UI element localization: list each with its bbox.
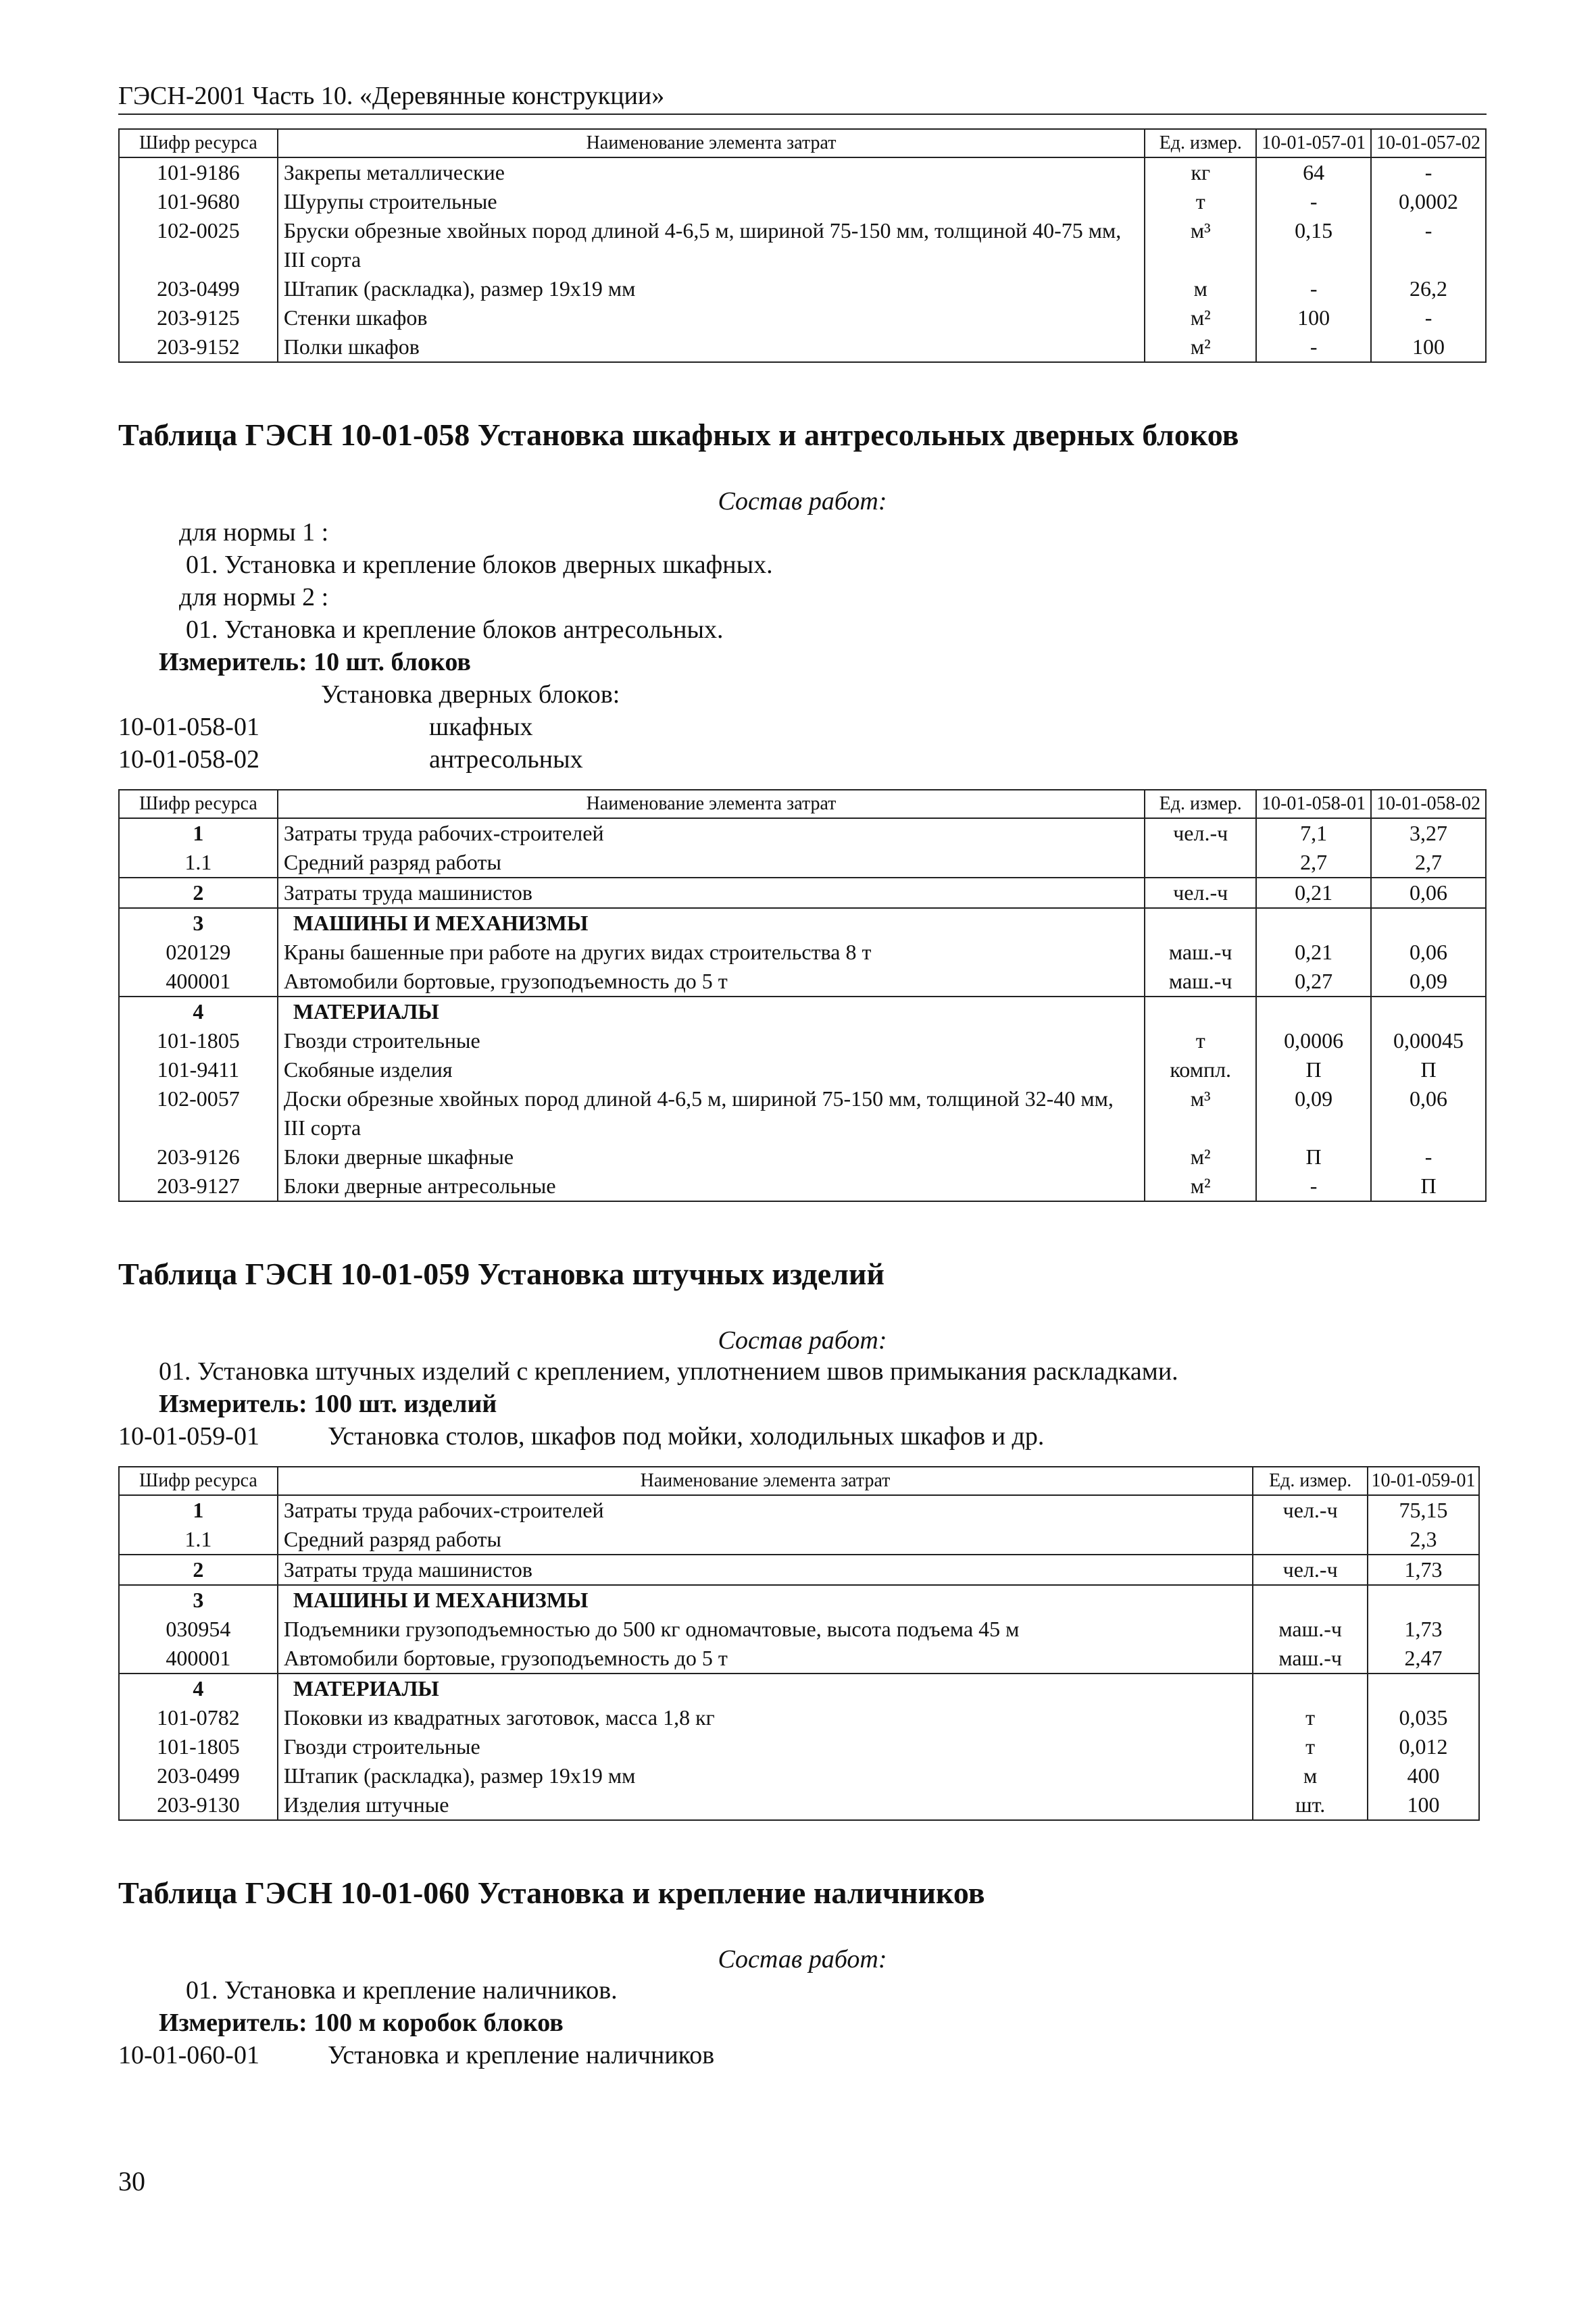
cell-unit: м² <box>1145 1142 1256 1172</box>
cell-value: 3,27 <box>1371 818 1486 848</box>
col-header: Шифр ресурса <box>119 129 278 157</box>
norm-line <box>118 1420 1487 1453</box>
measure-unit: Измеритель: 10 шт. блоков <box>159 648 471 676</box>
cell-name: Закрепы металлические <box>278 157 1145 187</box>
cell-unit: м <box>1253 1761 1368 1790</box>
cell-value: 400 <box>1368 1761 1479 1790</box>
table-row <box>119 1055 1486 1084</box>
cell-value: П <box>1256 1055 1371 1084</box>
cell-value: 0,0006 <box>1256 1026 1371 1055</box>
cell-value: 2,47 <box>1368 1644 1479 1674</box>
cell-value: 0,06 <box>1371 938 1486 967</box>
cell-value: 0,27 <box>1256 967 1371 997</box>
table-row <box>119 1555 1479 1585</box>
cell-name: Подъемники грузоподъемностью до 500 кг одномачтовые, высота подъема 45 м <box>278 1615 1253 1644</box>
cell-value: 64 <box>1256 157 1371 187</box>
table-row <box>119 818 1486 848</box>
norm-code: 10-01-058-01 <box>118 713 259 741</box>
col-header: 10-01-058-01 <box>1256 790 1371 818</box>
cell-value: П <box>1371 1172 1486 1201</box>
cell-code: 101-9411 <box>119 1055 278 1084</box>
table-row <box>119 1585 1479 1615</box>
cell-name: Затраты труда машинистов <box>278 878 1145 908</box>
norm-code: 10-01-060-01 <box>118 2041 259 2069</box>
cell-name: Средний разряд работы <box>278 1525 1253 1555</box>
table-row <box>119 1790 1479 1820</box>
col-header: 10-01-057-02 <box>1371 129 1486 157</box>
cell-code: 203-9152 <box>119 332 278 362</box>
table-row <box>119 1615 1479 1644</box>
cell-code: 030954 <box>119 1615 278 1644</box>
cell-unit: м² <box>1145 332 1256 362</box>
cell-unit: компл. <box>1145 1055 1256 1084</box>
cell-name: Доски обрезные хвойных пород длиной 4-6,5 м, шириной 75-150 мм, толщиной 32-40 мм, III сорта <box>278 1084 1145 1142</box>
cell-unit <box>1145 848 1256 878</box>
table-row <box>119 1495 1479 1525</box>
norm-text: Установка и крепление наличников <box>328 2041 715 2069</box>
cell-name: Затраты труда рабочих-строителей <box>278 1495 1253 1525</box>
cell-code: 1 <box>119 1495 278 1525</box>
table-row <box>119 1026 1486 1055</box>
cell-value: 0,06 <box>1371 1084 1486 1142</box>
table-row <box>119 332 1486 362</box>
cell-value: 0,035 <box>1368 1703 1479 1732</box>
measure-unit: Измеритель: 100 шт. изделий <box>159 1390 497 1418</box>
table-row <box>119 997 1486 1026</box>
table-row <box>119 1732 1479 1761</box>
table-row <box>119 1084 1486 1142</box>
cell-unit: чел.-ч <box>1145 878 1256 908</box>
cell-name: Стенки шкафов <box>278 303 1145 332</box>
cell-code: 101-1805 <box>119 1026 278 1055</box>
cell-value <box>1368 1585 1479 1615</box>
norm-code: 10-01-059-01 <box>118 1422 259 1451</box>
composition-label: Состав работ: <box>718 1326 887 1355</box>
cell-value: 0,21 <box>1256 878 1371 908</box>
cell-value: 2,7 <box>1256 848 1371 878</box>
norm-code: 10-01-058-02 <box>118 745 259 774</box>
col-header: 10-01-057-01 <box>1256 129 1371 157</box>
norm-subtitle: Установка дверных блоков: <box>321 680 620 709</box>
section-title-059: Таблица ГЭСН 10-01-059 Установка штучных изделий <box>118 1257 885 1291</box>
cell-code: 102-0057 <box>119 1084 278 1142</box>
cell-unit: м³ <box>1145 1084 1256 1142</box>
cell-value: - <box>1371 303 1486 332</box>
cell-value: 75,15 <box>1368 1495 1479 1525</box>
cell-name: Изделия штучные <box>278 1790 1253 1820</box>
composition-line: 01. Установка штучных изделий с креплением, уплотнением швов примыкания раскладками. <box>159 1357 1178 1386</box>
cell-name: Автомобили бортовые, грузоподъемность до 5 т <box>278 1644 1253 1674</box>
composition-label: Состав работ: <box>718 487 887 515</box>
cell-code: 101-0782 <box>119 1703 278 1732</box>
cell-code: 101-9186 <box>119 157 278 187</box>
composition-line: для нормы 1 : <box>179 518 329 547</box>
cell-value: П <box>1371 1055 1486 1084</box>
cell-code: 1 <box>119 818 278 848</box>
norm-text: шкафных <box>429 713 533 741</box>
running-header: ГЭСН-2001 Часть 10. «Деревянные конструкции» <box>118 81 1487 115</box>
cell-unit: м <box>1145 274 1256 303</box>
table-row <box>119 187 1486 216</box>
cell-name: Затраты труда машинистов <box>278 1555 1253 1585</box>
cell-code: 203-9126 <box>119 1142 278 1172</box>
composition-line: 01. Установка и крепление наличников. <box>186 1976 618 2005</box>
cell-name: Гвозди строительные <box>278 1732 1253 1761</box>
cell-unit: чел.-ч <box>1253 1495 1368 1525</box>
composition-line: 01. Установка и крепление блоков дверных шкафных. <box>186 551 773 579</box>
col-header: Ед. измер. <box>1145 790 1256 818</box>
cell-value: 0,0002 <box>1371 187 1486 216</box>
norm-text: антресольных <box>429 745 583 774</box>
cell-unit: чел.-ч <box>1145 818 1256 848</box>
cell-unit: маш.-ч <box>1253 1615 1368 1644</box>
norm-line <box>118 743 1487 776</box>
cell-code: 203-9130 <box>119 1790 278 1820</box>
cell-value: 100 <box>1256 303 1371 332</box>
col-header: Наименование элемента затрат <box>278 129 1145 157</box>
cell-value: - <box>1371 157 1486 187</box>
cell-unit: т <box>1253 1703 1368 1732</box>
cell-unit: т <box>1253 1732 1368 1761</box>
table-row <box>119 908 1486 938</box>
page-number: 30 <box>118 2166 145 2196</box>
cell-code: 4 <box>119 1674 278 1703</box>
cell-name: Гвозди строительные <box>278 1026 1145 1055</box>
cell-code: 102-0025 <box>119 216 278 274</box>
cell-value: - <box>1256 187 1371 216</box>
section-title-058: Таблица ГЭСН 10-01-058 Установка шкафных и антресольных дверных блоков <box>118 418 1239 452</box>
cell-value: 1,73 <box>1368 1615 1479 1644</box>
table-row <box>119 1644 1479 1674</box>
table-059 <box>118 1466 1480 1821</box>
cell-unit <box>1145 997 1256 1026</box>
norm-line <box>118 711 1487 743</box>
col-header: Шифр ресурса <box>119 1467 278 1495</box>
cell-name: Блоки дверные шкафные <box>278 1142 1145 1172</box>
cell-value: - <box>1256 1172 1371 1201</box>
cell-name: Средний разряд работы <box>278 848 1145 878</box>
cell-value <box>1371 997 1486 1026</box>
cell-value: 0,012 <box>1368 1732 1479 1761</box>
cell-value: - <box>1371 216 1486 274</box>
cell-code: 101-1805 <box>119 1732 278 1761</box>
table-row <box>119 1761 1479 1790</box>
table-058 <box>118 789 1487 1202</box>
composition-label: Состав работ: <box>718 1945 887 1973</box>
cell-code: 1.1 <box>119 848 278 878</box>
cell-code: 203-9127 <box>119 1172 278 1201</box>
cell-name: Шурупы строительные <box>278 187 1145 216</box>
cell-code: 020129 <box>119 938 278 967</box>
cell-name: МАТЕРИАЛЫ <box>278 1674 1253 1703</box>
cell-name: Блоки дверные антресольные <box>278 1172 1145 1201</box>
composition-line: для нормы 2 : <box>179 583 329 611</box>
table-row <box>119 274 1486 303</box>
cell-value: 0,06 <box>1371 878 1486 908</box>
cell-unit <box>1253 1674 1368 1703</box>
cell-value: 2,7 <box>1371 848 1486 878</box>
cell-value: 0,09 <box>1371 967 1486 997</box>
cell-value: - <box>1371 1142 1486 1172</box>
col-header: Ед. измер. <box>1253 1467 1368 1495</box>
cell-unit: кг <box>1145 157 1256 187</box>
cell-value: 100 <box>1368 1790 1479 1820</box>
cell-unit: т <box>1145 1026 1256 1055</box>
table-057 <box>118 128 1487 363</box>
cell-value: - <box>1256 332 1371 362</box>
table-row <box>119 303 1486 332</box>
cell-value <box>1256 908 1371 938</box>
cell-value: 0,21 <box>1256 938 1371 967</box>
cell-name: Автомобили бортовые, грузоподъемность до 5 т <box>278 967 1145 997</box>
table-row <box>119 1703 1479 1732</box>
table-row <box>119 1142 1486 1172</box>
cell-name: Скобяные изделия <box>278 1055 1145 1084</box>
table-row <box>119 848 1486 878</box>
cell-name: Бруски обрезные хвойных пород длиной 4-6,5 м, шириной 75-150 мм, толщиной 40-75 мм, III сорта <box>278 216 1145 274</box>
col-header: Ед. измер. <box>1145 129 1256 157</box>
norm-text: Установка столов, шкафов под мойки, холодильных шкафов и др. <box>328 1422 1045 1451</box>
col-header: Шифр ресурса <box>119 790 278 818</box>
cell-unit: чел.-ч <box>1253 1555 1368 1585</box>
cell-code: 2 <box>119 878 278 908</box>
cell-value: 0,09 <box>1256 1084 1371 1142</box>
col-header: Наименование элемента затрат <box>278 1467 1253 1495</box>
cell-name: МАШИНЫ И МЕХАНИЗМЫ <box>278 1585 1253 1615</box>
cell-name: Поковки из квадратных заготовок, масса 1,8 кг <box>278 1703 1253 1732</box>
table-row <box>119 1172 1486 1201</box>
cell-unit: м² <box>1145 303 1256 332</box>
cell-value: 0,00045 <box>1371 1026 1486 1055</box>
cell-value <box>1368 1674 1479 1703</box>
col-header: Наименование элемента затрат <box>278 790 1145 818</box>
cell-unit: шт. <box>1253 1790 1368 1820</box>
cell-code: 400001 <box>119 967 278 997</box>
cell-code: 2 <box>119 1555 278 1585</box>
cell-code: 3 <box>119 1585 278 1615</box>
cell-name: Затраты труда рабочих-строителей <box>278 818 1145 848</box>
document-page <box>118 81 1487 2071</box>
cell-value: П <box>1256 1142 1371 1172</box>
cell-value <box>1256 997 1371 1026</box>
cell-code: 203-0499 <box>119 274 278 303</box>
cell-unit: м³ <box>1145 216 1256 274</box>
measure-unit: Измеритель: 100 м коробок блоков <box>159 2009 564 2037</box>
cell-code: 203-9125 <box>119 303 278 332</box>
composition-line: 01. Установка и крепление блоков антресольных. <box>186 615 724 644</box>
cell-value: 100 <box>1371 332 1486 362</box>
cell-code: 3 <box>119 908 278 938</box>
cell-code: 4 <box>119 997 278 1026</box>
cell-name: МАТЕРИАЛЫ <box>278 997 1145 1026</box>
col-header: 10-01-058-02 <box>1371 790 1486 818</box>
cell-code: 203-0499 <box>119 1761 278 1790</box>
cell-unit <box>1145 908 1256 938</box>
cell-value: 7,1 <box>1256 818 1371 848</box>
cell-value <box>1371 908 1486 938</box>
cell-value: 26,2 <box>1371 274 1486 303</box>
cell-name: Краны башенные при работе на других видах строительства 8 т <box>278 938 1145 967</box>
table-row <box>119 967 1486 997</box>
cell-value: - <box>1256 274 1371 303</box>
table-row <box>119 216 1486 274</box>
cell-value: 0,15 <box>1256 216 1371 274</box>
cell-name: Полки шкафов <box>278 332 1145 362</box>
cell-unit <box>1253 1525 1368 1555</box>
cell-unit: маш.-ч <box>1145 938 1256 967</box>
cell-unit: т <box>1145 187 1256 216</box>
cell-name: МАШИНЫ И МЕХАНИЗМЫ <box>278 908 1145 938</box>
table-row <box>119 157 1486 187</box>
cell-unit: маш.-ч <box>1145 967 1256 997</box>
table-row <box>119 1674 1479 1703</box>
col-header: 10-01-059-01 <box>1368 1467 1479 1495</box>
norm-line <box>118 2039 1487 2071</box>
cell-unit: м² <box>1145 1172 1256 1201</box>
cell-code: 1.1 <box>119 1525 278 1555</box>
cell-code: 101-9680 <box>119 187 278 216</box>
table-row <box>119 1525 1479 1555</box>
cell-unit: маш.-ч <box>1253 1644 1368 1674</box>
cell-value: 1,73 <box>1368 1555 1479 1585</box>
section-title-060: Таблица ГЭСН 10-01-060 Установка и крепление наличников <box>118 1876 985 1910</box>
cell-code: 400001 <box>119 1644 278 1674</box>
table-row <box>119 878 1486 908</box>
cell-value: 2,3 <box>1368 1525 1479 1555</box>
cell-name: Штапик (раскладка), размер 19х19 мм <box>278 274 1145 303</box>
table-row <box>119 938 1486 967</box>
cell-unit <box>1253 1585 1368 1615</box>
cell-name: Штапик (раскладка), размер 19х19 мм <box>278 1761 1253 1790</box>
